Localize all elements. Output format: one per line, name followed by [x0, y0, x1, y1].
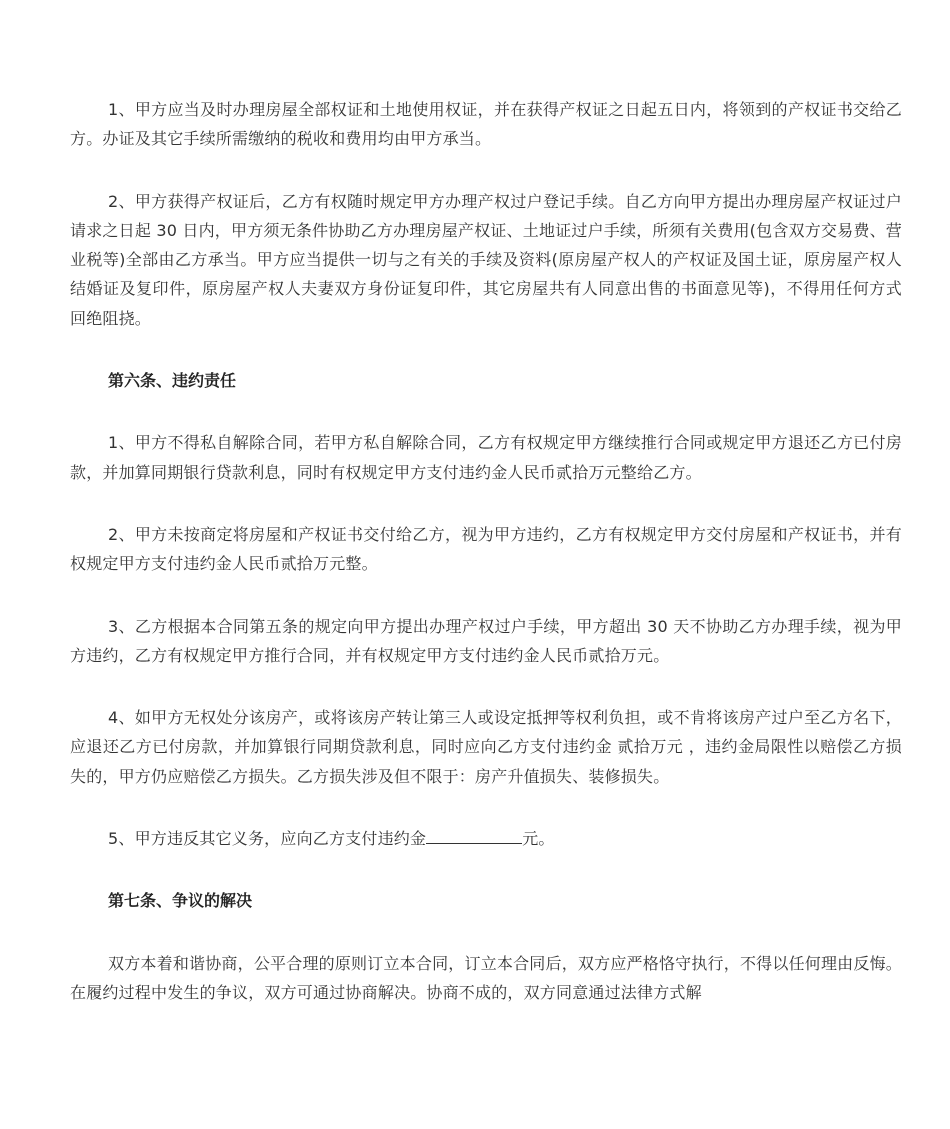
clause-paragraph-3: 1、甲方不得私自解除合同，若甲方私自解除合同，乙方有权规定甲方继续推行合同或规定甲方退还乙方已付房款，并加算同期银行贷款利息，同时有权规定甲方支付违约金人民币贰拾万元整给乙方。	[70, 433, 902, 482]
clause-paragraph-7-suffix: 元。	[522, 829, 555, 849]
clause-paragraph-7	[70, 824, 902, 853]
clause-paragraph-2: 2、甲方获得产权证后，乙方有权随时规定甲方办理产权过户登记手续。自乙方向甲方提出办理房屋产权证过户请求之日起 30 日内，甲方须无条件协助乙方办理房屋产权证、土地证过户手续，所须有关费用(包含双方交易费、营业税等)全部由乙方承当。甲方应当提供一切与之有关的手续及资料(原房屋产权人的产权证及国土证，原房屋产权人结婚证及复印件，原房屋产权人夫妻双方身份证复印件，其它房屋共有人同意出售的书面意见等)，不得用任何方式回绝阻挠。	[70, 191, 902, 328]
clause-paragraph-5: 3、乙方根据本合同第五条的规定向甲方提出办理产权过户手续，甲方超出 30 天不协助乙方办理手续，视为甲方违约，乙方有权规定甲方推行合同，并有权规定甲方支付违约金人民币贰拾万元。	[70, 616, 902, 665]
clause-paragraph-4: 2、甲方未按商定将房屋和产权证书交付给乙方，视为甲方违约，乙方有权规定甲方交付房屋和产权证书，并有权规定甲方支付违约金人民币贰拾万元整。	[70, 524, 902, 574]
clause-paragraph-7-text: 5、甲方违反其它义务，应向乙方支付违约金	[108, 829, 427, 849]
document-page	[70, 95, 902, 1040]
clause-paragraph-1: 1、甲方应当及时办理房屋全部权证和土地使用权证，并在获得产权证之日起五日内，将领到的产权证书交给乙方。办证及其它手续所需缴纳的税收和费用均由甲方承当。	[70, 100, 902, 149]
blank-fill-line	[426, 827, 522, 844]
section-heading-article-6: 第六条、违约责任	[108, 371, 237, 391]
clause-paragraph-8: 双方本着和谐协商，公平合理的原则订立本合同，订立本合同后，双方应严格恪守执行，不得以任何理由反悔。在履约过程中发生的争议，双方可通过协商解决。协商不成的，双方同意通过法律方式解	[70, 953, 902, 1002]
section-heading-article-7: 第七条、争议的解决	[108, 891, 253, 911]
clause-paragraph-6: 4、如甲方无权处分该房产，或将该房产转让第三人或设定抵押等权利负担，或不肯将该房产过户至乙方名下，应退还乙方已付房款，并加算银行同期贷款利息，同时应向乙方支付违约金 贰拾万元 ，违约金局限性以赔偿乙方损失的，甲方仍应赔偿乙方损失。乙方损失涉及但不限于：房产升值损失、装修损失。	[70, 708, 902, 786]
